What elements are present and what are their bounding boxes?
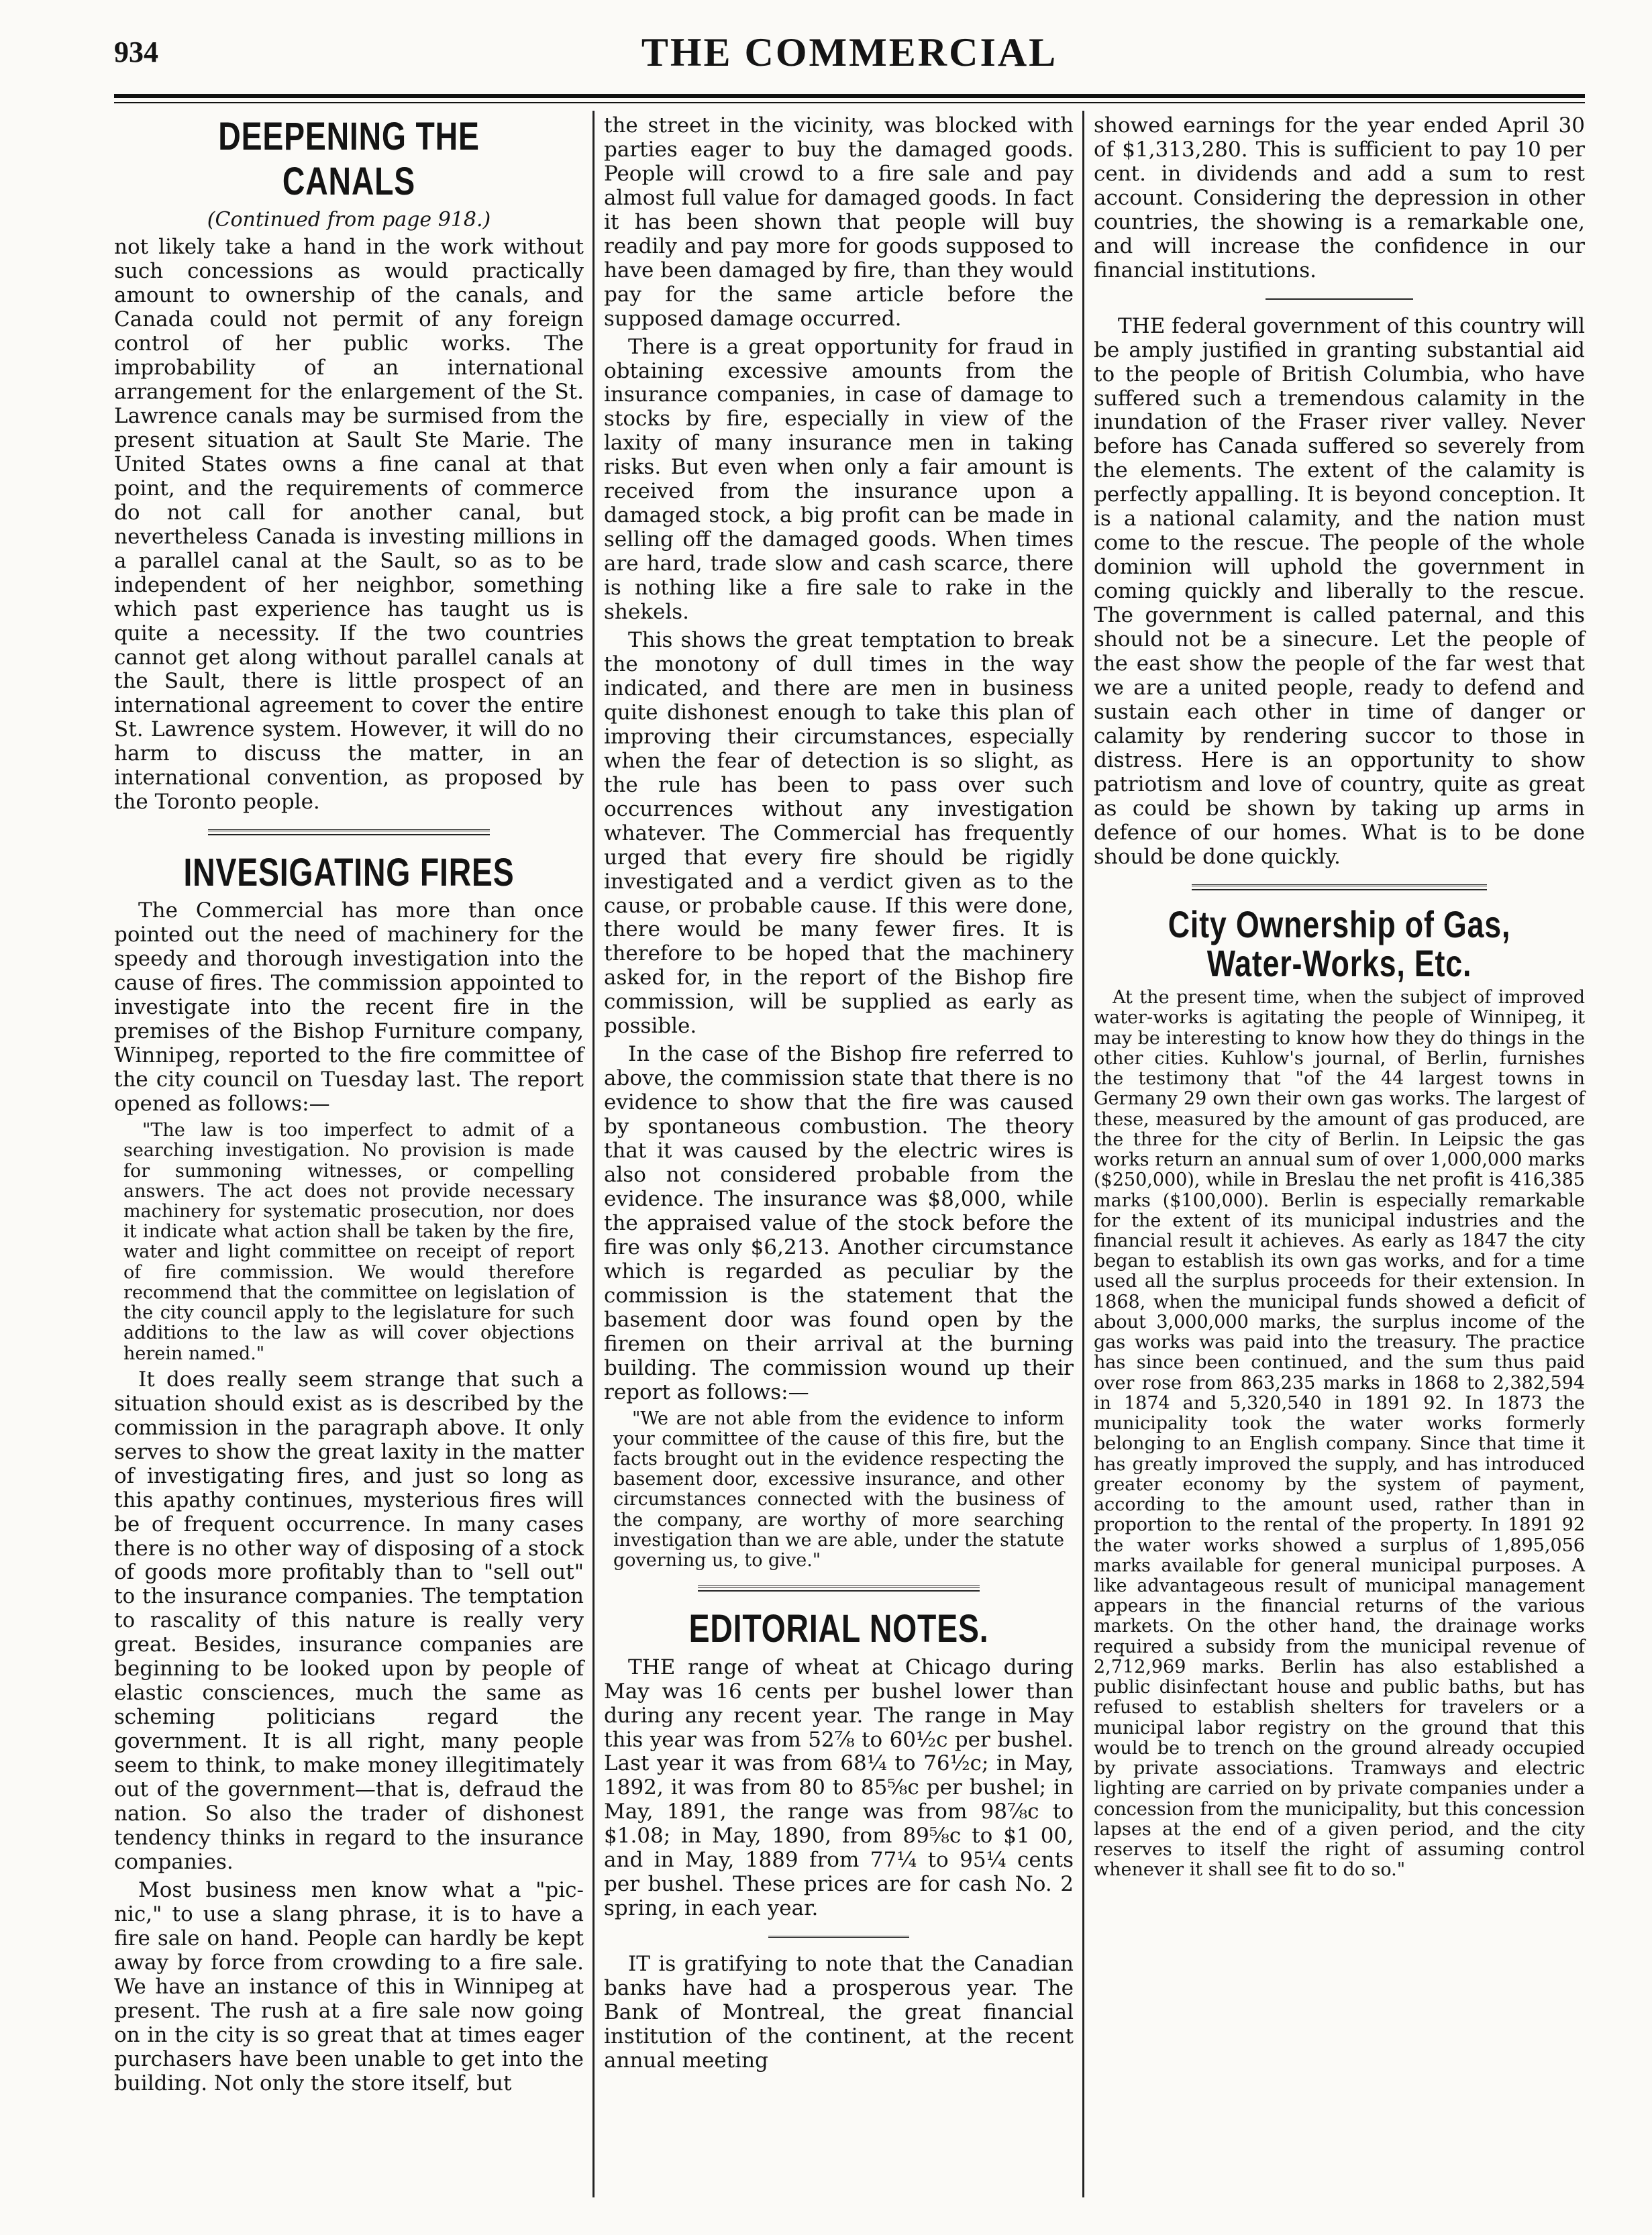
header-rule-thick	[114, 94, 1585, 98]
article-paragraph: This shows the great temptation to break the monotony of dull times in the way indicated, and there are men in business quite dishonest enough to take this plan of improving their circumstances, especially when the fear of detection is so slight, as the rule has been to pass over such occurrences without any investigation whatever. The Commercial has frequently urged that every fire should be rigidly investigated and a verdict given as to the cause, or probable cause. If this were done, there would be many fewer fires. It is therefore to be hoped that the machinery asked for, in the report of the Bishop fire commission, will be supplied as early as possible.	[604, 628, 1074, 1039]
article-paragraph: There is a great opportunity for fraud in obtaining excessive amounts from the insurance companies, in case of damage to stocks by fire, especially in view of the laxity of many insurance men in taking risks. But even when only a fair amount is received from the insurance upon a damaged stock, a big profit can be made in selling off the damaged goods. When times are hard, trade slow and cash scarce, there is nothing like a fire sale to rake in the shekels.	[604, 334, 1074, 625]
column-divider-2	[1082, 111, 1084, 2197]
article-paragraph: In the case of the Bishop fire referred to above, the commission state that there is no evidence to show that the fire was caused by spontaneous combustion. The theory that it was caused by the electric wires is also not considered probable from the evidence. The insurance was $8,000, while the appraised value of the stock before the fire was only $6,213. Another circumstance which is regarded as peculiar by the commission is the statement that the basement door was found open by the firemen on their arrival at the burning building. The commission wound up their report as follows:—	[604, 1042, 1074, 1404]
column-1	[114, 114, 584, 2099]
article-title-city-ownership: City Ownership of Gas, Water-Works, Etc.	[1168, 902, 1511, 985]
article-paragraph: Most business men know what a "pic-nic," to use a slang phrase, it is to have a fire sale on hand. People can hardly be kept away by force from crowding to a fire sale. We have an instance of this in Winnipeg at present. The rush at a fire sale now going on in the city is so great that at times eager purchasers have been unable to get into the building. Not only the store itself, but	[114, 1877, 584, 2095]
editorial-paragraph: IT is gratifying to note that the Canadian banks have had a prosperous year. The Bank of Montreal, the great financial institution of the continent, at the recent annual meeting	[604, 1952, 1074, 2073]
column-divider-1	[592, 111, 595, 2197]
editorial-separator	[768, 1936, 909, 1938]
article-paragraph: It does really seem strange that such a situation should exist as is described by the commission in the paragraph above. It only serves to show the great laxity in the matter of investigating fires, and just so long as this apathy continues, mysterious fires will be of frequent occurrence. In many cases there is no other way of disposing of a stock of goods more profitably than to "sell out" to the insurance companies. The temptation to rascality of this nature is really very great. Besides, insurance companies are beginning to be looked upon by people of elastic consciences, much the same as scheming politicians regard the government. It is all right, many people seem to think, to make money illegitimately out of the government—that is, defraud the nation. So also the trader of dishonest tendency thinks in regard to the insurance companies.	[114, 1367, 584, 1874]
quoted-report: "We are not able from the evidence to inform your committee of the cause of this fire, but the facts brought out in the evidence respecting the basement door, excessive insurance, and other circumstances connected with the business of the company, are worthy of more searching investigation than we are able, under the statute governing us, to give."	[613, 1408, 1064, 1571]
article-title-deepening-canals: DEEPENING THE CANALS	[218, 115, 480, 204]
article-paragraph: At the present time, when the subject of improved water-works is agitating the people of Winnipeg, it may be interesting to know how they do things in the other cities. Kuhlow's journal, of Berlin, furnishes the testimony that "of the 44 largest towns in Germany 29 own their own gas works. The largest of these, measured by the amount of gas produced, are the three for the city of Berlin. In Leipsic the gas works return an annual sum of over 1,000,000 marks ($250,000), while in Breslau the net profit is 416,385 marks ($100,000). Berlin is especially remarkable for the extent of its municipal industries and the financial result it achieves. As early as 1847 the city began to establish its own gas works, and for a time used all the surplus proceeds for their extension. In 1868, when the municipal funds showed a deficit of about 3,000,000 marks, the surplus income of the gas works was paid into the treasury. The practice has since been continued, and the sum thus paid over rose from 863,235 marks in 1868 to 2,382,594 in 1874 and 5,320,540 in 1891 92. In 1873 the municipality took the water works formerly belonging to an English company. Since that time it has greatly improved the supply, and has introduced greater economy by the system of payment, according to the amount used, rather than in proportion to the rental of the property. In 1891 92 the water works showed a surplus of 1,895,056 marks available for general municipal purposes. A like advantageous result of municipal management appears in the financial returns of the various markets. On the other hand, the drainage works required a subsidy from the municipal revenue of 2,712,969 marks. Berlin has also established a public disinfectant house and public baths, but has refused to establish shelters for travelers or a municipal labor registry on the ground that this would be to trench on the ground already occupied by private associations. Tramways and electric lighting are carried on by private companies under a concession from the municipality, but this concession lapses at the end of a given period, and the city reserves to itself the right of assuming control whenever it shall see fit to do so."	[1094, 987, 1585, 1881]
continued-note: (Continued from page 918.)	[207, 207, 491, 231]
article-title-editorial-notes: EDITORIAL NOTES.	[688, 1607, 989, 1651]
column-2	[604, 114, 1074, 2077]
column-3	[1094, 114, 1585, 1885]
article-title-investigating-fires: INVESIGATING FIRES	[183, 851, 515, 895]
editorial-paragraph: THE federal government of this country will be amply justified in granting substantial aid to the people of British Columbia, who have suffered such a tremendous calamity in the inundation of the Fraser river valley. Never before has Canada suffered so severely from the elements. The extent of the calamity is perfectly appalling. It is beyond conception. It is a national calamity, and the nation must come to the rescue. The people of the whole dominion will uphold the government in coming quickly and liberally to the rescue. The government is called paternal, and this should not be a sinecure. Let the people of the east show the people of the far west that we are a united people, ready to defend and sustain each other in time of danger or calamity by rendering succor to those in distress. Here is an opportunity to show patriotism and love of country, quite as great as could be shown by taking up arms in defence of our homes. What is to be done should be done quickly.	[1094, 313, 1585, 869]
section-separator	[208, 829, 490, 835]
editorial-paragraph: showed earnings for the year ended April 30 of $1,313,280. This is sufficient to pay 10 per cent. in dividends and add a sum to rest account. Considering the depression in other countries, the showing is a remarkable one, and will increase the confidence in our financial institutions.	[1094, 113, 1585, 282]
editorial-separator	[1266, 298, 1413, 300]
masthead: THE COMMERCIAL	[641, 30, 1058, 74]
article-paragraph: not likely take a hand in the work without such concessions as would practically amount to ownership of the canals, and Canada could not permit of any foreign control of her public works. The improbability of an international arrangement for the enlargement of the St. Lawrence canals may be surmised from the present situation at Sault Ste Marie. The United States owns a fine canal at that point, and the requirements of commerce do not call for another canal, but nevertheless Canada is investing millions in a parallel canal at the Sault, so as to be independent of her neighbor, something which past experience has taught us is quite a necessity. If the two countries cannot get along without parallel canals at the Sault, there is little prospect of an international agreement to cover the entire St. Lawrence system. However, it will do no harm to discuss the matter, in an international convention, as proposed by the Toronto people.	[114, 235, 584, 815]
page-header	[114, 27, 1585, 101]
page-number: 934	[114, 36, 158, 68]
header-rule-thin	[114, 102, 1585, 103]
quoted-report: "The law is too imperfect to admit of a searching investigation. No provision is made for summoning witnesses, or compelling answers. The act does not provide necessary machinery for systematic prosecution, nor does it indicate what action shall be taken by the fire, water and light committee on receipt of report of fire commission. We would therefore recommend that the committee on legislation of the city council apply to the legislature for such additions to the law as will cover objections herein named."	[123, 1120, 574, 1364]
article-paragraph: The Commercial has more than once pointed out the need of machinery for the speedy and thorough investigation into the cause of fires. The commission appointed to investigate into the recent fire in the premises of the Bishop Furniture company, Winnipeg, reported to the fire committee of the city council on Tuesday last. The report opened as follows:—	[114, 898, 584, 1116]
section-separator	[1192, 884, 1486, 890]
section-separator	[698, 1586, 980, 1592]
article-paragraph: the street in the vicinity, was blocked with parties eager to buy the damaged goods. People will crowd to a fire sale and pay almost full value for damaged goods. In fact it has been shown that people will buy readily and pay more for goods supposed to have been damaged by fire, than they would pay for the same article before the supposed damage occurred.	[604, 113, 1074, 331]
editorial-paragraph: THE range of wheat at Chicago during May was 16 cents per bushel lower than during any recent year. The range in May this year was from 52⅞ to 60½c per bushel. Last year it was from 68¼ to 76½c; in May, 1892, it was from 80 to 85⅝c per bushel; in May, 1891, the range was from 98⅞c to $1.08; in May, 1890, from 89⅝c to $1 00, and in May, 1889 from 77¼ to 95¼ cents per bushel. These prices are for cash No. 2 spring, in each year.	[604, 1655, 1074, 1921]
